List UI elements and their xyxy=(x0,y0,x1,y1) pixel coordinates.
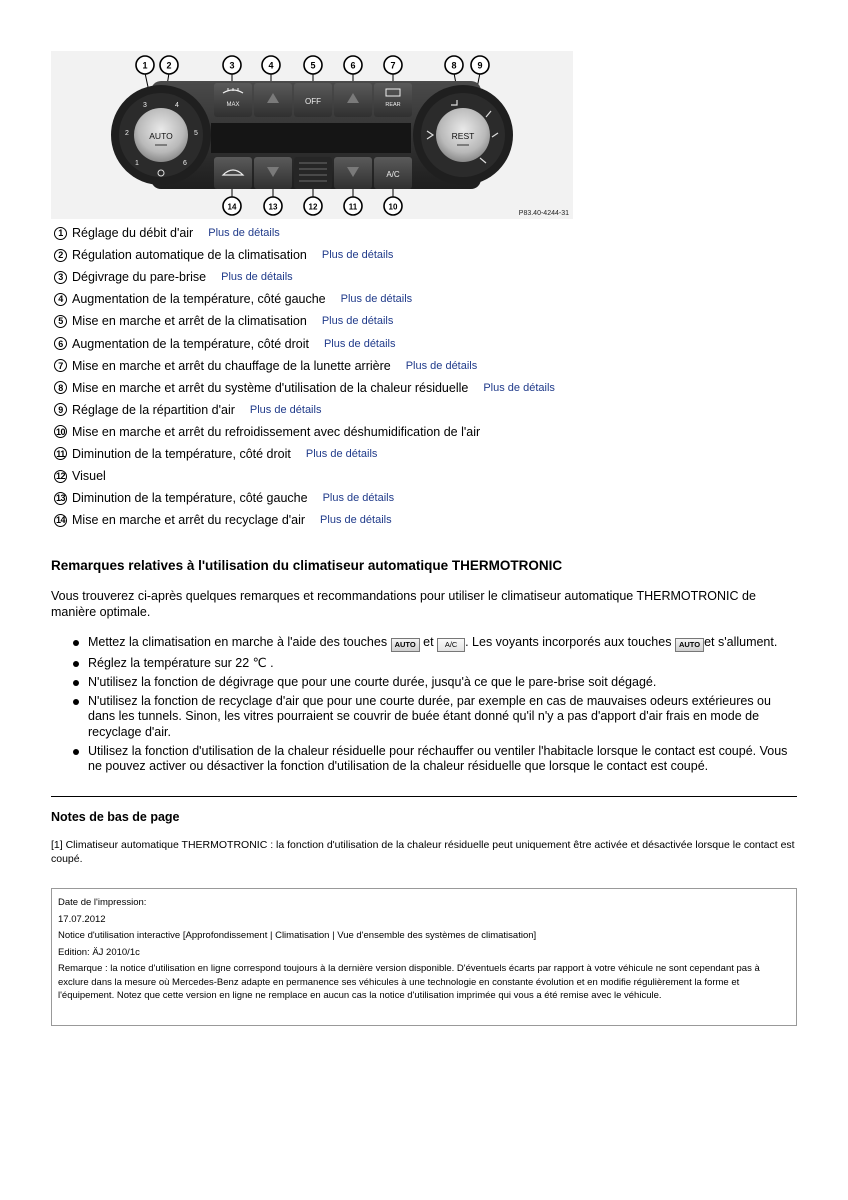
list-item xyxy=(70,675,800,691)
callout-9: 9 xyxy=(477,60,483,71)
bullet-text: et xyxy=(423,635,434,649)
more-details-link[interactable]: Plus de détails xyxy=(321,315,394,328)
callout-number-icon: 4 xyxy=(54,293,67,306)
callout-number-icon: 8 xyxy=(54,381,67,394)
more-details-link[interactable]: Plus de détails xyxy=(208,227,280,240)
recommendation-list xyxy=(70,635,800,778)
bullet-text: Mettez la climatisation en marche à l'aide des touches xyxy=(88,635,388,649)
print-remark: Remarque : la notice d'utilisation en ligne correspond toujours à la dernière version disponible. D'éventuels écarts par rapport à votre véhicule ne sont cependant pas à exclure dans la mesure où Mercedes-Benz adapte en permanence ses véhicules à une technologie en constante évolution et en modifie régulièrement la forme et l'équipement. Notez que cette version en ligne ne remplace en aucun cas la notice d'utilisation imprimée qui vous a été remise avec le véhicule. xyxy=(58,963,760,1001)
fan-tick-4: 4 xyxy=(175,102,179,109)
auto-key-icon: AUTO xyxy=(391,638,420,652)
climate-panel-illustration xyxy=(51,51,573,219)
callout-13: 13 xyxy=(268,202,278,212)
auto-knob-label: AUTO xyxy=(149,131,173,141)
callout-11: 11 xyxy=(348,202,358,212)
fan-tick-6: 6 xyxy=(183,160,187,167)
legend-item-8 xyxy=(54,377,754,399)
legend-item-14 xyxy=(54,509,754,531)
legend-text: Mise en marche et arrêt de la climatisation xyxy=(72,314,307,329)
callout-number-icon: 12 xyxy=(55,471,65,482)
footnotes-title: Notes de bas de page xyxy=(51,810,180,824)
callout-7: 7 xyxy=(390,60,396,71)
air-recirculation-button[interactable] xyxy=(214,157,252,189)
legend-text: Visuel xyxy=(72,469,106,484)
callout-number-icon: 13 xyxy=(55,493,65,504)
list-item xyxy=(70,694,800,741)
ac-key-icon: A/C xyxy=(437,638,465,652)
auto-key-icon: AUTO xyxy=(675,638,704,652)
legend-item-4 xyxy=(54,288,754,310)
bullet-text: Réglez la température sur 22 ℃ . xyxy=(88,655,274,670)
bullet-text: N'utilisez la fonction de recyclage d'air que pour une courte durée, par exemple en cas de mauvaises odeurs extérieures ou dans les tunnels. Sinon, les vitres pourraient se couvrir de buée étant donné qu'il n'y a pas d'apport d'air frais en mode de recyclage d'air. xyxy=(88,693,771,739)
bullet-text: Utilisez la fonction d'utilisation de la chaleur résiduelle pour réchauffer ou ventiler l'habitacle lorsque le contact est coupé. Vous ne pouvez activer ou désactiver la fonction d'utilisation de la chaleur résiduelle que lorsque le contact est coupé. xyxy=(88,743,788,773)
legend-item-13 xyxy=(54,487,754,509)
legend-text: Augmentation de la température, côté droit xyxy=(72,336,309,351)
bullet-text: et s'allument. xyxy=(704,635,778,649)
legend-text: Diminution de la température, côté droit xyxy=(72,446,291,461)
more-details-link[interactable]: Plus de détails xyxy=(221,271,293,284)
callout-8: 8 xyxy=(451,60,457,71)
bullet-text: . Les voyants incorporés aux touches xyxy=(465,635,672,649)
bullet-icon xyxy=(73,661,79,667)
print-info-box xyxy=(51,888,797,1026)
callout-1: 1 xyxy=(142,60,148,71)
ac-label: A/C xyxy=(386,170,400,179)
bullet-icon xyxy=(73,640,79,646)
callout-2: 2 xyxy=(166,60,172,71)
legend-item-9 xyxy=(54,399,754,421)
callout-number-icon: 6 xyxy=(54,337,67,350)
legend-item-6 xyxy=(54,332,754,354)
rest-knob-label: REST xyxy=(451,131,475,141)
legend-text: Réglage du débit d'air xyxy=(72,226,194,241)
legend-text: Mise en marche et arrêt du chauffage de la lunette arrière xyxy=(72,358,391,373)
legend-item-11 xyxy=(54,443,754,465)
callout-4: 4 xyxy=(268,60,274,71)
callout-number-icon: 14 xyxy=(55,515,65,526)
more-details-link[interactable]: Plus de détails xyxy=(483,381,555,394)
legend-item-5 xyxy=(54,310,754,332)
rear-window-heating-button[interactable] xyxy=(374,83,412,117)
fan-tick-5: 5 xyxy=(194,130,198,137)
callout-number-icon: 5 xyxy=(54,315,67,328)
callout-number-icon: 3 xyxy=(54,271,67,284)
legend-text: Régulation automatique de la climatisation xyxy=(72,248,307,263)
more-details-link[interactable]: Plus de détails xyxy=(340,293,413,306)
legend-text: Réglage de la répartition d'air xyxy=(72,402,235,417)
callout-5: 5 xyxy=(310,60,316,71)
max-label: MAX xyxy=(226,102,240,108)
callout-number-icon: 11 xyxy=(54,447,67,460)
callout-6: 6 xyxy=(350,60,356,71)
more-details-link[interactable]: Plus de détails xyxy=(322,492,395,505)
off-label: OFF xyxy=(305,97,321,106)
legend-item-12 xyxy=(54,465,754,487)
fan-tick-3: 3 xyxy=(143,102,147,109)
legend-text: Mise en marche et arrêt du recyclage d'air xyxy=(72,513,306,528)
callout-number-icon: 2 xyxy=(54,249,67,262)
bullet-icon xyxy=(73,749,79,755)
list-item xyxy=(70,656,800,672)
footnote-1: [1] Climatiseur automatique THERMOTRONIC : la fonction d'utilisation de la chaleur résiduelle peut uniquement être activée et désactivée lorsque le contact est coupé. xyxy=(51,839,795,865)
print-date: 17.07.2012 xyxy=(58,913,106,925)
more-details-link[interactable]: Plus de détails xyxy=(320,514,392,527)
divider xyxy=(51,796,797,797)
more-details-link[interactable]: Plus de détails xyxy=(249,403,322,416)
section-title: Remarques relatives à l'utilisation du climatiseur automatique THERMOTRONIC xyxy=(51,558,563,573)
callout-number-icon: 10 xyxy=(55,426,65,437)
print-date-label: Date de l'impression: xyxy=(58,897,147,908)
bullet-icon xyxy=(73,699,79,705)
callout-10: 10 xyxy=(388,202,398,212)
legend-item-1 xyxy=(54,222,754,244)
legend-text: Dégivrage du pare-brise xyxy=(72,270,207,285)
legend-text: Augmentation de la température, côté gauche xyxy=(72,292,326,307)
callout-legend xyxy=(54,222,754,531)
callout-number-icon: 7 xyxy=(54,359,67,372)
bullet-icon xyxy=(73,680,79,686)
rear-label: REAR xyxy=(385,102,401,108)
list-item xyxy=(70,744,800,775)
fan-tick-1: 1 xyxy=(135,160,139,167)
callout-3: 3 xyxy=(229,60,235,71)
fan-tick-2: 2 xyxy=(125,130,129,137)
callout-14: 14 xyxy=(227,202,237,212)
legend-item-2 xyxy=(54,244,754,266)
section-intro: Vous trouverez ci-après quelques remarques et recommandations pour utiliser le climatiseur automatique THERMOTRONIC de manière optimale. xyxy=(51,589,756,619)
print-edition: Edition: ÄJ 2010/1c xyxy=(58,946,140,958)
more-details-link[interactable]: Plus de détails xyxy=(305,447,378,460)
figure-reference: P83.40-4244-31 xyxy=(518,210,569,217)
print-notice: Notice d'utilisation interactive [Approfondissement | Climatisation | Vue d'ensemble des systèmes de climatisation] xyxy=(58,930,537,941)
legend-text: Mise en marche et arrêt du système d'utilisation de la chaleur résiduelle xyxy=(72,380,469,395)
climate-control-figure xyxy=(51,51,573,219)
legend-item-7 xyxy=(54,355,754,377)
more-details-link[interactable]: Plus de détails xyxy=(405,359,478,372)
legend-item-3 xyxy=(54,266,754,288)
legend-text: Mise en marche et arrêt du refroidissement avec déshumidification de l'air xyxy=(72,424,481,439)
callout-number-icon: 9 xyxy=(54,403,67,416)
callout-number-icon: 1 xyxy=(54,227,67,240)
more-details-link[interactable]: Plus de détails xyxy=(321,249,394,262)
display-grille xyxy=(294,157,332,189)
more-details-link[interactable]: Plus de détails xyxy=(323,337,396,350)
legend-item-10 xyxy=(54,421,754,443)
callout-12: 12 xyxy=(308,202,318,212)
list-item xyxy=(70,635,800,652)
legend-text: Diminution de la température, côté gauche xyxy=(72,491,308,506)
bullet-text: N'utilisez la fonction de dégivrage que pour une courte durée, jusqu'à ce que le pare-brise soit dégagé. xyxy=(88,674,657,689)
